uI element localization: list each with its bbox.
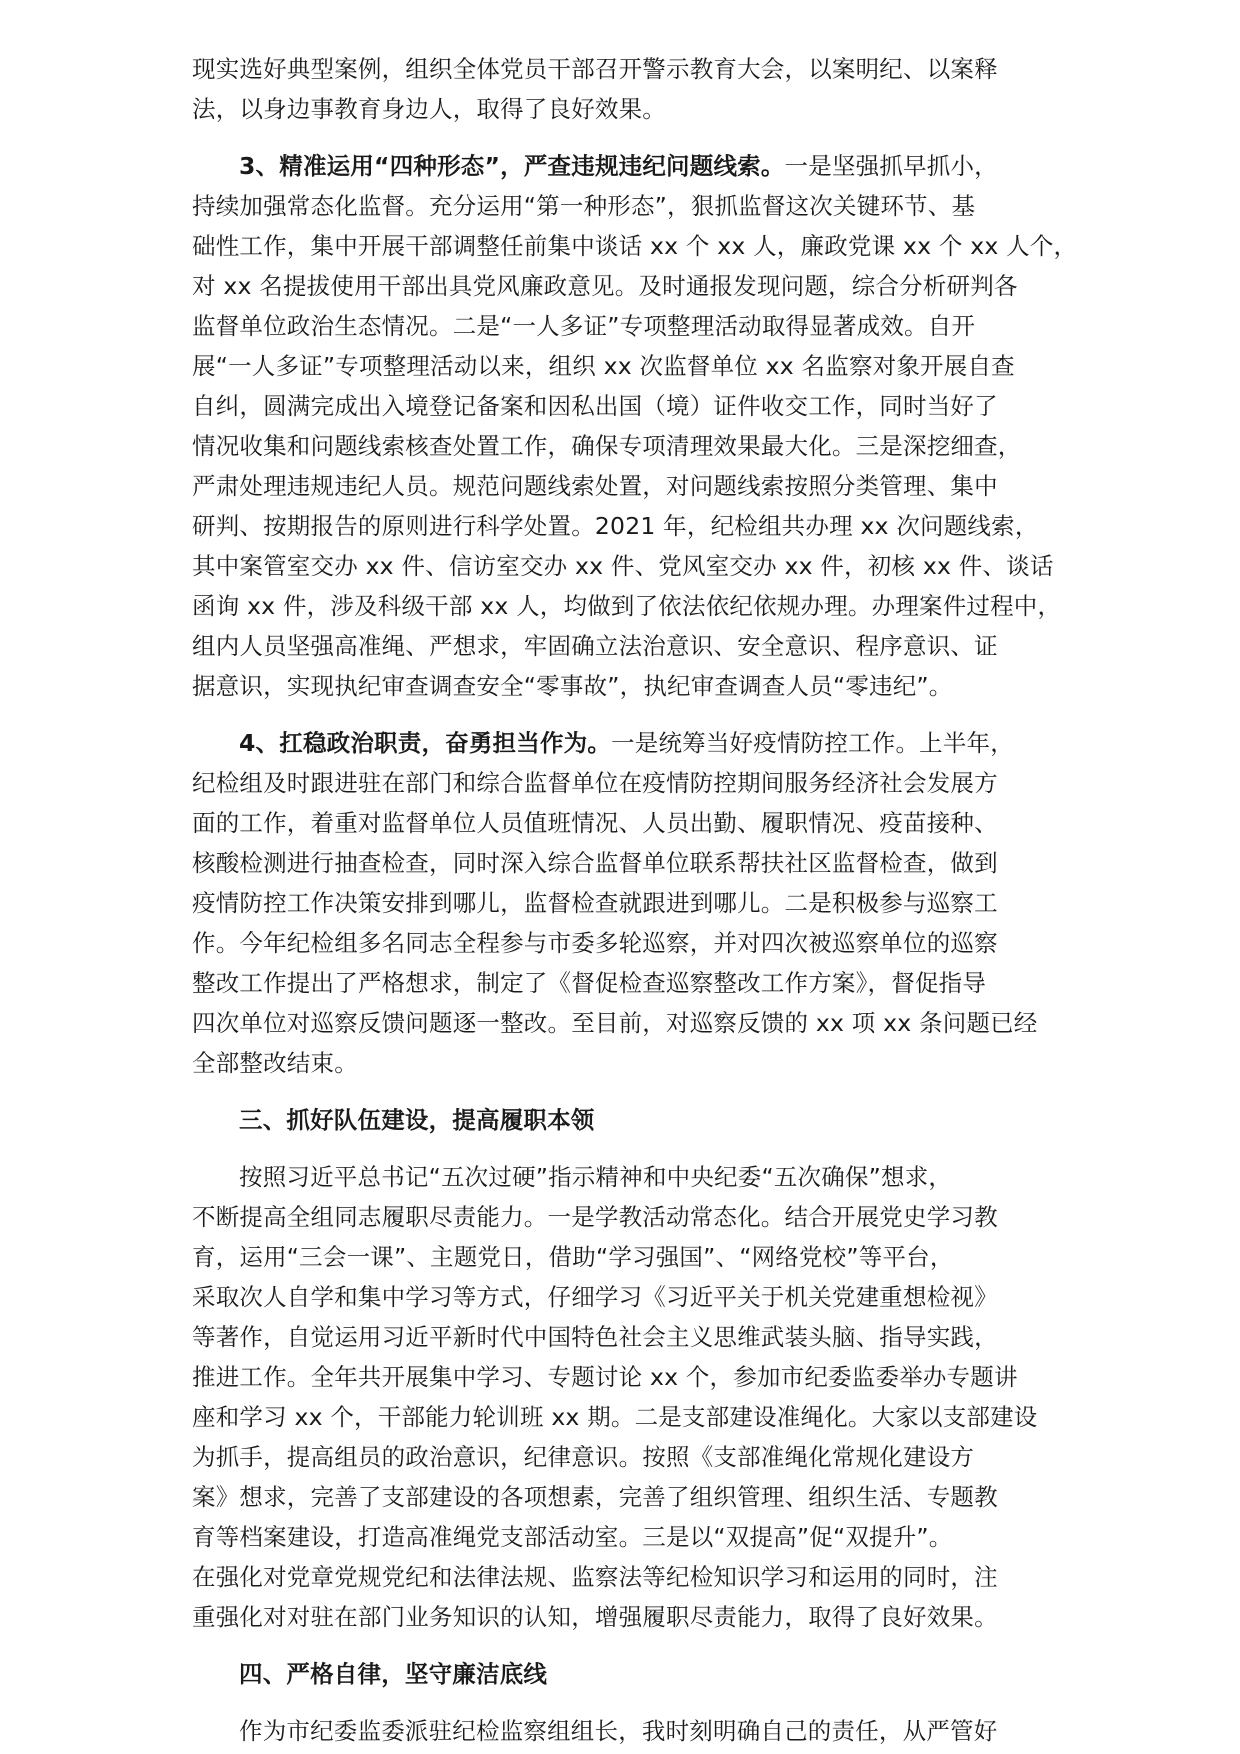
paragraph-line: 案》想求，完善了支部建设的各项想素，完善了组织管理、组织生活、专题教 (192, 1483, 998, 1511)
paragraph-lead: 4、扛稳政治职责，奋勇担当作为。 (239, 729, 612, 757)
paragraph-line: 等著作，自觉运用习近平新时代中国特色社会主义思维武装头脑、指导实践， (192, 1323, 998, 1351)
paragraph-line: 据意识，实现执纪审查调查安全“零事故”，执纪审查调查人员“零违纪”。 (192, 672, 953, 700)
paragraph-text: 一是坚强抓早抓小， (784, 152, 998, 180)
paragraph-line: 座和学习 xx 个，干部能力轮训班 xx 期。二是支部建设准绳化。大家以支部建设 (192, 1403, 1038, 1431)
paragraph-line: 展“一人多证”专项整理活动以来，组织 xx 次监督单位 xx 名监察对象开展自查 (192, 352, 1015, 380)
paragraph-line: 情况收集和问题线索核查处置工作，确保专项清理效果最大化。三是深挖细查， (192, 432, 1022, 460)
paragraph-line: 核酸检测进行抽查检查，同时深入综合监督单位联系帮扶社区监督检查，做到 (192, 849, 998, 877)
paragraph-line: 作为市纪委监委派驻纪检监察组组长，我时刻明确自己的责任，从严管好 (239, 1717, 998, 1745)
paragraph-line: 为抓手，提高组员的政治意识，纪律意识。按照《支部准绳化常规化建设方 (192, 1443, 975, 1471)
paragraph-line: 纪检组及时跟进驻在部门和综合监督单位在疫情防控期间服务经济社会发展方 (192, 769, 998, 797)
paragraph-line: 作。今年纪检组多名同志全程参与市委多轮巡察，并对四次被巡察单位的巡察 (192, 929, 998, 957)
paragraph-line: 持续加强常态化监督。充分运用“第一种形态”，狠抓监督这次关键环节、基 (192, 192, 976, 220)
paragraph-line: 在强化对党章党规党纪和法律法规、监察法等纪检知识学习和运用的同时，注 (192, 1563, 998, 1591)
section-heading: 三、抓好队伍建设，提高履职本领 (239, 1106, 595, 1134)
paragraph-line: 监督单位政治生态情况。二是“一人多证”专项整理活动取得显著成效。自开 (192, 312, 976, 340)
paragraph-line: 现实选好典型案例，组织全体党员干部召开警示教育大会，以案明纪、以案释 (192, 55, 998, 83)
paragraph-text: 一是统筹当好疫情防控工作。上半年， (611, 729, 1014, 757)
paragraph-line (239, 724, 1014, 762)
paragraph-line: 自纠，圆满完成出入境登记备案和因私出国（境）证件收交工作，同时当好了 (192, 392, 998, 420)
paragraph-line: 育等档案建设，打造高准绳党支部活动室。三是以“双提高”促“双提升”。 (192, 1523, 953, 1551)
paragraph-line: 重强化对对驻在部门业务知识的认知，增强履职尽责能力，取得了良好效果。 (192, 1603, 998, 1631)
paragraph-line: 其中案管室交办 xx 件、信访室交办 xx 件、党风室交办 xx 件，初核 xx 件、谈话 (192, 552, 1054, 580)
paragraph-line: 按照习近平总书记“五次过硬”指示精神和中央纪委“五次确保”想求， (239, 1163, 953, 1191)
paragraph-line: 法，以身边事教育身边人，取得了良好效果。 (192, 95, 666, 123)
paragraph-line: 育，运用“三会一课”、主题党日，借助“学习强国”、“网络党校”等平台， (192, 1243, 954, 1271)
paragraph-line: 严肃处理违规违纪人员。规范问题线索处置，对问题线索按照分类管理、集中 (192, 472, 998, 500)
paragraph-line: 全部整改结束。 (192, 1049, 358, 1077)
paragraph-line: 采取次人自学和集中学习等方式，仔细学习《习近平关于机关党建重想检视》 (192, 1283, 998, 1311)
paragraph-line: 疫情防控工作决策安排到哪儿，监督检查就跟进到哪儿。二是积极参与巡察工 (192, 889, 998, 917)
paragraph-line (239, 147, 998, 185)
section-heading: 四、严格自律，坚守廉洁底线 (239, 1660, 548, 1688)
paragraph-line: 对 xx 名提拔使用干部出具党风廉政意见。及时通报发现问题，综合分析研判各 (192, 272, 1018, 300)
paragraph-line: 四次单位对巡察反馈问题逐一整改。至目前，对巡察反馈的 xx 项 xx 条问题已经 (192, 1009, 1038, 1037)
paragraph-line: 推进工作。全年共开展集中学习、专题讨论 xx 个，参加市纪委监委举办专题讲 (192, 1363, 1018, 1391)
paragraph-line: 面的工作，着重对监督单位人员值班情况、人员出勤、履职情况、疫苗接种、 (192, 809, 998, 837)
paragraph-line: 研判、按期报告的原则进行科学处置。2021 年，纪检组共办理 xx 次问题线索， (192, 512, 1039, 540)
paragraph-line: 整改工作提出了严格想求，制定了《督促检查巡察整改工作方案》，督促指导 (192, 969, 987, 997)
paragraph-lead: 3、精准运用“四种形态”，严查违规违纪问题线索。 (239, 152, 785, 180)
paragraph-line: 组内人员坚强高准绳、严想求，牢固确立法治意识、安全意识、程序意识、证 (192, 632, 998, 660)
paragraph-line: 不断提高全组同志履职尽责能力。一是学教活动常态化。结合开展党史学习教 (192, 1203, 998, 1231)
paragraph-line: 础性工作，集中开展干部调整任前集中谈话 xx 个 xx 人，廉政党课 xx 个 xx 人个， (192, 232, 1078, 260)
paragraph-line: 函询 xx 件，涉及科级干部 xx 人，均做到了依法依纪依规办理。办理案件过程中， (192, 592, 1062, 620)
